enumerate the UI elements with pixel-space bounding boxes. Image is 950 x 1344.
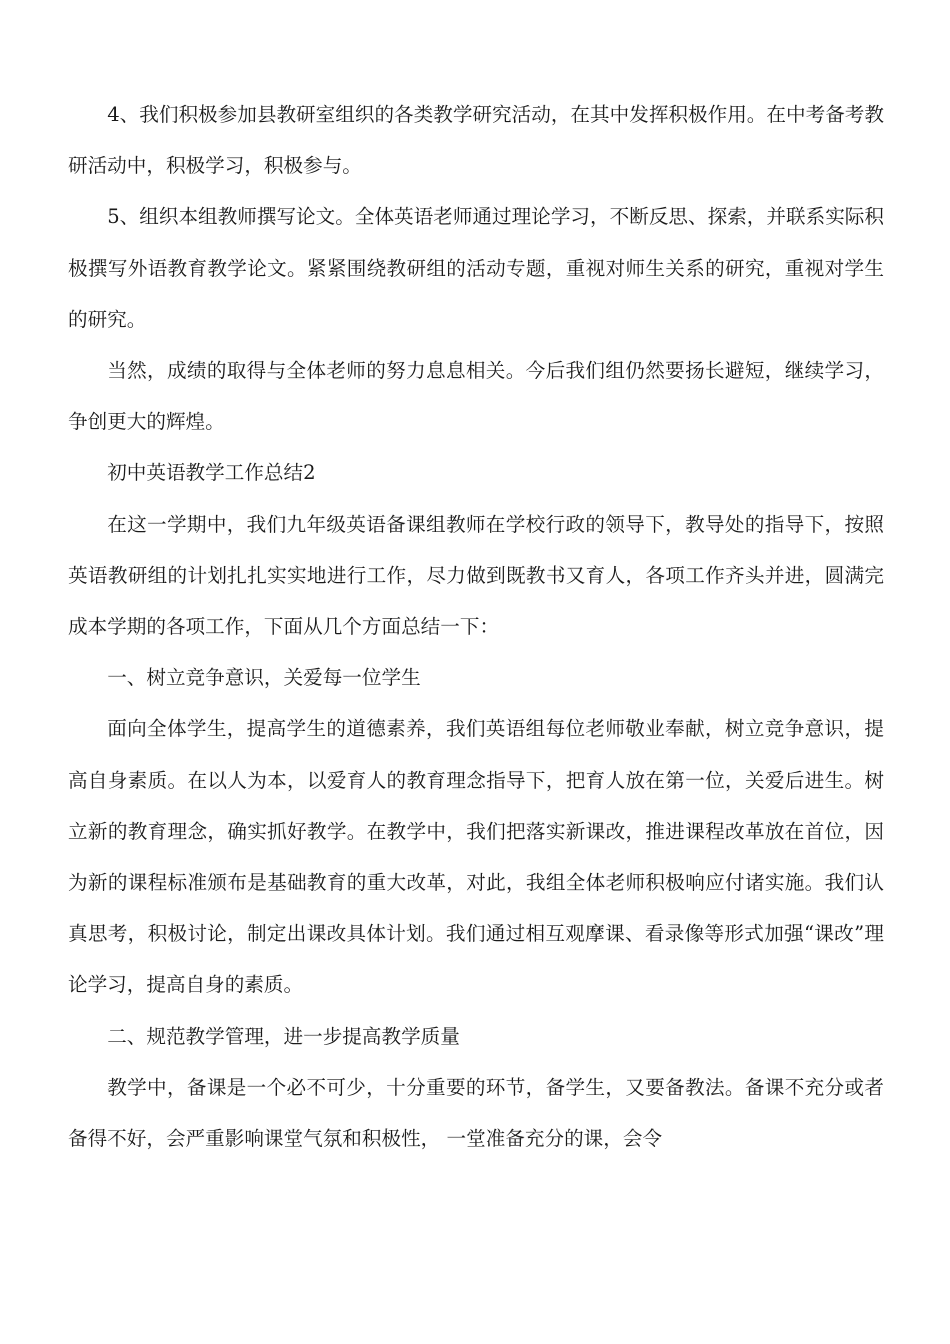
section-title: 初中英语教学工作总结2 bbox=[107, 461, 316, 485]
paragraph-conclusion: 当然，成绩的取得与全体老师的努力息息相关。今后我们组仍然要扬长避短，继续学习，争创更大的辉煌。 bbox=[68, 359, 884, 434]
heading-part-two: 二、规范教学管理，进一步提高教学质量 bbox=[107, 1024, 460, 1048]
paragraph-item-4: 4、我们积极参加县教研室组织的各类教学研究活动，在其中发挥积极作用。在中考备考教研活动中，积极学习，积极参与。 bbox=[68, 103, 884, 178]
paragraph-part-two: 教学中，备课是一个必不可少，十分重要的环节，备学生，又要备教法。备课不充分或者备得不好，会严重影响课堂气氛和积极性， 一堂准备充分的课，会令 bbox=[68, 1075, 884, 1151]
paragraph-item-5: 5、组织本组教师撰写论文。全体英语老师通过理论学习，不断反思、探索，并联系实际积极撰写外语教育教学论文。紧紧围绕教研组的活动专题，重视对师生关系的研究，重视对学生的研究。 bbox=[68, 205, 884, 331]
paragraph-intro: 在这一学期中，我们九年级英语备课组教师在学校行政的领导下，教导处的指导下，按照英语教研组的计划扎扎实实地进行工作，尽力做到既教书又育人，各项工作齐头并进，圆满完成本学期的各项工作，下面从几个方面总结一下： bbox=[68, 512, 884, 639]
heading-part-one: 一、树立竞争意识，关爱每一位学生 bbox=[107, 666, 421, 690]
paragraph-part-one: 面向全体学生，提高学生的道德素养，我们英语组每位老师敬业奉献，树立竞争意识，提高自身素质。在以人为本，以爱育人的教育理念指导下，把育人放在第一位，关爱后进生。树立新的教育理念，确实抓好教学。在教学中，我们把落实新课改，推进课程改革放在首位，因为新的课程标准颁布是基础教育的重大改革，对此，我组全体老师积极响应付诸实施。我们认真思考，积极讨论，制定出课改具体计划。我们通过相互观摩课、看录像等形式加强“课改”理论学习，提高自身的素质。 bbox=[68, 717, 884, 997]
document-body bbox=[68, 89, 884, 1164]
